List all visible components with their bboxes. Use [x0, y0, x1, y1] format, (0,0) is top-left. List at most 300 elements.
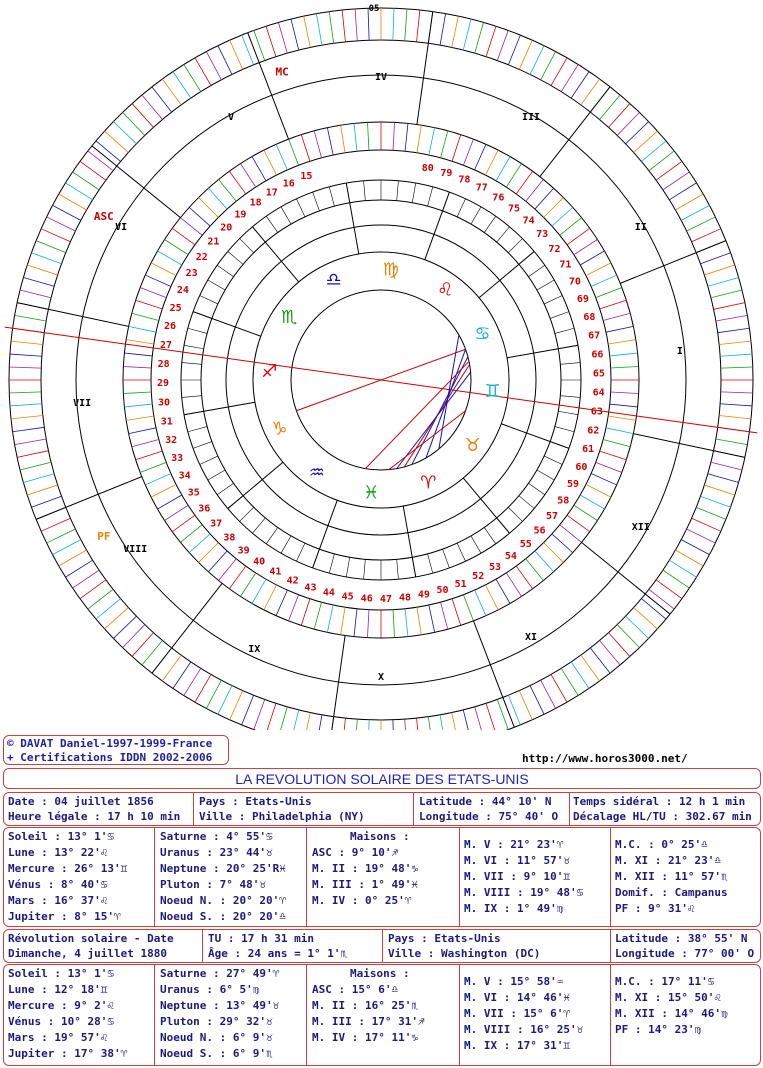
inner-tick [567, 228, 590, 244]
degree-tick [240, 239, 254, 253]
degree-number-label: 47 [379, 593, 392, 605]
inner-tick [208, 551, 227, 572]
inner-tick [475, 144, 486, 170]
inner-tick [341, 125, 345, 153]
outer-tick [195, 58, 211, 86]
outer-tick [452, 16, 459, 47]
outer-tick [696, 507, 726, 519]
rev-uranus: Uranus : 6° 5'♍ [160, 983, 260, 996]
inner-tick [180, 218, 202, 236]
outer-tick [716, 315, 748, 321]
rev-lune: Lune : 12° 18'♊ [8, 983, 108, 996]
degree-number-label: 65 [592, 368, 605, 380]
outer-tick [656, 161, 682, 180]
natal-mercure: Mercure : 26° 13'♊ [8, 862, 128, 875]
aspect-line [296, 349, 465, 411]
outer-tick [617, 112, 639, 135]
outer-tick [342, 718, 345, 730]
inner-tick [136, 300, 163, 309]
inner-tick [354, 123, 357, 151]
outer-tick [475, 707, 484, 730]
outer-tick [463, 19, 471, 50]
rev-maisons-col3 [615, 974, 728, 1038]
inner-tick [560, 525, 582, 543]
degree-number-label: 25 [169, 302, 182, 314]
inner-tick [240, 164, 255, 187]
inner-tick [276, 590, 287, 616]
outer-tick [649, 151, 674, 171]
zodiac-sign-icon: ♓ [363, 482, 380, 504]
inner-tick [485, 150, 498, 175]
degree-number-label: 50 [436, 585, 449, 597]
inner-tick [145, 275, 171, 286]
outer-tick [626, 616, 649, 638]
degree-number-label: 71 [559, 259, 572, 271]
outer-tick [393, 8, 394, 40]
degree-tick [555, 427, 574, 432]
outer-tick [23, 474, 54, 483]
outer-tick [266, 703, 276, 730]
degree-number-label: 57 [546, 511, 559, 523]
outer-tick [530, 686, 544, 715]
natal-m11: M. XI : 21° 23'♎ [615, 854, 721, 867]
outer-tick [316, 715, 322, 730]
outer-tick [641, 141, 666, 162]
degree-tick [182, 396, 202, 398]
outer-tick [581, 79, 600, 105]
outer-tick [692, 518, 721, 531]
degree-number-label: 43 [304, 582, 317, 594]
zodiac-sign-icon: ♊ [484, 380, 501, 402]
degree-number-label: 46 [360, 593, 373, 605]
inner-tick [535, 188, 554, 209]
outer-tick [649, 589, 674, 609]
outer-tick [716, 439, 748, 445]
natal-pays: Pays : Etats-Unis [199, 795, 312, 808]
outer-tick [452, 713, 459, 730]
revolution-planets-box [3, 964, 761, 1066]
inner-tick [132, 313, 159, 320]
degree-tick [560, 363, 580, 365]
degree-number-label: 63 [590, 406, 603, 418]
degree-number-label: 74 [522, 215, 535, 227]
website-link[interactable]: http://www.horos3000.net/ [522, 752, 688, 765]
outer-tick [142, 95, 163, 120]
inner-tick [567, 515, 590, 531]
inner-tick [516, 566, 532, 589]
outer-tick [669, 183, 696, 200]
sign-divider [463, 478, 509, 533]
outer-tick [355, 9, 357, 41]
degree-number-label: 27 [159, 339, 173, 351]
outer-tick [541, 680, 556, 708]
rev-latitude: Latitude : 38° 55' N [615, 932, 748, 945]
inner-tick [129, 428, 156, 434]
degree-tick [208, 280, 225, 290]
degree-tick [484, 216, 495, 232]
outer-tick [20, 462, 51, 470]
natal-m6: M. VI : 11° 57'♉ [464, 854, 570, 867]
degree-tick [558, 411, 578, 414]
degree-number-label: 17 [265, 187, 278, 199]
rev-noeud-s: Noeud S. : 6° 9'♏ [160, 1047, 273, 1060]
degree-number-label: 77 [475, 182, 488, 194]
degree-number-label: 35 [187, 487, 200, 499]
aspect-line [365, 361, 469, 468]
outer-tick [561, 668, 578, 695]
outer-tick [551, 58, 567, 86]
natal-pf: PF : 9° 31'♌ [615, 902, 695, 915]
degree-number-label: 78 [458, 174, 471, 186]
degree-number-label: 73 [536, 229, 549, 241]
inner-tick [574, 239, 597, 254]
aspect-line [389, 411, 466, 470]
inner-tick [496, 579, 510, 603]
degree-number-label: 70 [568, 276, 581, 288]
outer-tick [36, 241, 66, 253]
rev-pays: Pays : Etats-Unis [388, 932, 501, 945]
rev-maisons-col2 [464, 974, 583, 1054]
outer-tick [242, 695, 254, 725]
inner-tick [165, 505, 188, 520]
zodiac-sign-icon: ♉ [464, 435, 481, 457]
degree-tick [508, 507, 522, 521]
outer-tick [206, 52, 221, 80]
rev-noeud-n: Noeud N. : 6° 9'♉ [160, 1031, 273, 1044]
natal-planets-col2 [160, 829, 286, 925]
degree-tick [296, 543, 304, 561]
outer-tick [15, 439, 47, 445]
house-label: I [676, 345, 683, 357]
degree-tick [217, 483, 233, 494]
degree-number-label: 64 [592, 387, 605, 399]
rev-age: Âge : 24 ans = 1° 1'♏ [208, 947, 348, 960]
outer-tick [720, 404, 752, 406]
outer-tick [600, 95, 621, 120]
outer-tick [218, 686, 232, 715]
natal-heure: Heure légale : 17 h 10 min [8, 810, 181, 823]
outer-tick [700, 253, 730, 264]
outer-tick [230, 40, 243, 69]
degree-tick [555, 328, 574, 333]
outer-tick [10, 404, 42, 406]
inner-tick [229, 171, 245, 194]
rev-maisons-title: Maisons : [350, 967, 410, 980]
house-cusp-line [36, 477, 142, 520]
house-label: IX [248, 643, 261, 655]
natal-longitude: Longitude : 75° 40' O [419, 810, 559, 823]
inner-tick [124, 353, 152, 356]
degree-number-label: 76 [492, 192, 505, 204]
rev-saturne: Saturne : 27° 49'♈ [160, 967, 280, 980]
rev-m7: M. VII : 15° 6'♈ [464, 1007, 570, 1020]
inner-tick [600, 451, 627, 460]
degree-tick [412, 183, 415, 203]
outer-tick [31, 253, 61, 264]
inner-tick [189, 534, 210, 553]
inner-tick [516, 171, 532, 194]
outer-tick [600, 640, 621, 665]
degree-number-label: 18 [249, 197, 262, 209]
outer-tick [634, 608, 658, 629]
degree-number-label: 28 [157, 358, 170, 370]
outer-tick [88, 589, 113, 609]
outer-tick [530, 46, 544, 75]
degree-number-label: 61 [582, 443, 595, 455]
inner-tick [123, 392, 151, 393]
inner-tick [603, 313, 630, 320]
inner-tick [189, 207, 210, 226]
natal-maisons-col2 [464, 837, 583, 917]
inner-tick [132, 440, 159, 447]
inner-tick [429, 605, 435, 632]
degree-number-label: 19 [234, 209, 247, 221]
inner-tick [544, 543, 564, 563]
outer-tick [230, 691, 243, 720]
outer-tick [634, 131, 658, 152]
outer-tick [355, 719, 357, 730]
outer-tick [88, 151, 113, 171]
outer-tick [27, 265, 57, 275]
degree-number-label: 30 [158, 397, 171, 409]
degree-number-label: 36 [198, 503, 211, 515]
natal-neptune: Neptune : 20° 25'R♓ [160, 862, 286, 875]
inner-tick [165, 239, 188, 254]
marker-label: MC [275, 65, 289, 79]
natal-latitude: Latitude : 44° 10' N [419, 795, 552, 808]
house-label: III [521, 112, 541, 124]
inner-tick [485, 585, 498, 610]
outer-tick [53, 205, 81, 220]
natal-uranus: Uranus : 23° 44'♉ [160, 846, 273, 859]
degree-tick [217, 265, 233, 276]
inner-tick [158, 251, 182, 265]
outer-tick [508, 695, 520, 725]
degree-number-label: 79 [440, 168, 453, 180]
house-label: VII [73, 398, 92, 410]
house-cusp-line [17, 303, 129, 327]
outer-tick [663, 172, 690, 190]
outer-tick [316, 14, 322, 46]
outer-tick [9, 392, 41, 393]
degree-tick [184, 345, 204, 348]
house-label: X [377, 672, 385, 683]
credits [3, 735, 229, 765]
outer-tick [393, 720, 394, 730]
credits-line-1: © DAVAT Daniel-1997-1999-France [7, 737, 213, 750]
inner-tick [172, 228, 195, 244]
natal-noeud-n: Noeud N. : 20° 20'♈ [160, 894, 286, 907]
outer-tick [609, 633, 630, 657]
degree-number-label: 62 [587, 425, 600, 437]
degree-number-label: 34 [178, 470, 191, 482]
zodiac-sign-icon: ♑ [271, 418, 288, 440]
natal-pluton: Pluton : 7° 48'♉ [160, 878, 266, 891]
natal-temps-sideral: Temps sidéral : 12 h 1 min [573, 795, 746, 808]
degree-tick [497, 227, 510, 242]
outer-tick [486, 26, 496, 56]
outer-tick [73, 172, 100, 190]
outer-tick [681, 205, 709, 220]
inner-tick [199, 543, 219, 563]
natal-asc: ASC : 9° 10'♐ [312, 846, 399, 859]
zodiac-sign-icon: ♍ [382, 259, 399, 281]
inner-tick [591, 474, 617, 485]
inner-tick [441, 131, 448, 158]
degree-number-label: 72 [548, 243, 561, 255]
rev-m4: M. IV : 17° 11'♑ [312, 1031, 418, 1044]
outer-ring-label: 05 [368, 4, 380, 14]
inner-tick [145, 474, 171, 485]
inner-tick [367, 122, 368, 150]
outer-tick [687, 217, 716, 231]
outer-tick [73, 570, 100, 588]
outer-tick [551, 674, 567, 702]
rev-jupiter: Jupiter : 17° 38'♈ [8, 1047, 128, 1060]
degree-number-label: 67 [588, 330, 601, 342]
outer-tick [711, 290, 742, 298]
house-cusp-line [633, 434, 745, 458]
inner-tick [126, 340, 154, 344]
degree-tick [188, 328, 207, 333]
inner-tick [463, 139, 473, 165]
inner-tick [417, 607, 421, 635]
degree-tick [281, 536, 291, 553]
inner-tick [586, 484, 611, 497]
inner-tick [596, 288, 622, 298]
outer-tick [497, 30, 508, 60]
inner-tick [140, 288, 166, 298]
degree-tick [537, 280, 554, 290]
rev-m2: M. II : 16° 25'♏ [312, 999, 418, 1012]
outer-tick [721, 367, 753, 368]
outer-tick [20, 290, 51, 298]
inner-tick [552, 207, 573, 226]
degree-tick [484, 527, 495, 543]
inner-tick [301, 135, 310, 162]
inner-tick [341, 607, 345, 635]
outer-tick [719, 416, 751, 419]
outer-tick [561, 65, 578, 92]
degree-tick [188, 427, 207, 432]
degree-tick [528, 265, 544, 276]
degree-number-label: 44 [322, 587, 335, 599]
outer-tick [96, 141, 121, 162]
house-cusp-line [620, 241, 726, 284]
inner-tick [208, 188, 227, 209]
natal-domif: Domif. : Campanus [615, 886, 728, 899]
degree-number-label: 54 [504, 551, 517, 563]
rev-m11: M. XI : 15° 50'♌ [615, 991, 721, 1004]
degree-number-label: 29 [156, 378, 170, 390]
outer-tick [711, 462, 742, 470]
inner-tick [580, 495, 604, 509]
inner-tick [301, 599, 310, 626]
degree-tick [428, 187, 433, 206]
outer-tick [278, 707, 287, 730]
outer-tick [405, 9, 407, 41]
inner-tick [151, 263, 176, 276]
outer-tick [291, 710, 299, 730]
house-label: VI [115, 222, 128, 233]
natal-m3: M. III : 1° 49'♓ [312, 878, 418, 891]
outer-tick [571, 662, 589, 689]
inner-tick [506, 573, 521, 596]
rev-m12: M. XII : 14° 46'♍ [615, 1007, 728, 1020]
inner-tick [252, 157, 266, 181]
inner-tick [429, 128, 435, 155]
outer-tick [669, 560, 696, 577]
degree-tick [200, 295, 218, 303]
rev-mc: M.C. : 17° 11'♋ [615, 975, 715, 988]
outer-tick [41, 229, 70, 242]
zodiac-sign-icon: ♐ [261, 361, 278, 383]
rev-m5: M. V : 15° 58'♒ [464, 975, 564, 988]
degree-number-label: 68 [583, 311, 596, 323]
degree-tick [252, 518, 265, 533]
outer-tick [123, 625, 145, 648]
degree-number-label: 16 [282, 178, 295, 190]
degree-tick [329, 187, 334, 206]
degree-tick [537, 470, 554, 480]
outer-tick [329, 12, 333, 44]
house-label: XII [631, 522, 650, 533]
revolution-info-box [3, 929, 761, 963]
outer-tick [113, 616, 136, 638]
house-label: II [634, 222, 647, 233]
natal-planets-box [3, 827, 761, 927]
degree-tick [281, 207, 291, 224]
marker-label: ASC [93, 210, 114, 223]
outer-tick [609, 104, 630, 128]
outer-tick [162, 79, 181, 105]
inner-tick [327, 605, 333, 632]
outer-tick [123, 112, 145, 135]
outer-tick [162, 655, 181, 681]
inner-tick [405, 123, 408, 151]
natal-m12: M. XII : 11° 57'♏ [615, 870, 728, 883]
natal-mc: M.C. : 0° 25'♎ [615, 838, 708, 851]
outer-tick [590, 648, 610, 673]
degree-tick [443, 549, 450, 568]
rev-m8: M. VIII : 16° 25'♉ [464, 1023, 584, 1036]
degree-number-label: 22 [195, 251, 208, 263]
rev-soleil: Soleil : 13° 1'♋ [8, 967, 114, 980]
outer-tick [718, 328, 750, 332]
house-label: V [227, 112, 235, 124]
sign-divider [479, 251, 534, 297]
inner-tick [219, 559, 237, 581]
outer-tick [342, 10, 345, 42]
outer-tick [15, 315, 47, 321]
degree-number-label: 75 [507, 203, 521, 215]
degree-tick [508, 239, 522, 253]
outer-tick [571, 72, 589, 99]
inner-tick [199, 198, 219, 218]
outer-tick [9, 367, 41, 368]
outer-tick [519, 691, 532, 720]
house-label: IV [374, 72, 388, 83]
outer-tick [59, 550, 87, 566]
rev-venus: Vénus : 10° 28'♋ [8, 1015, 114, 1028]
degree-tick [266, 527, 277, 543]
natal-m4: M. IV : 0° 25'♈ [312, 894, 412, 907]
degree-number-label: 21 [207, 236, 220, 248]
inner-tick [610, 353, 638, 356]
outer-tick [656, 580, 682, 599]
outer-tick [105, 608, 129, 629]
outer-tick [675, 550, 703, 566]
